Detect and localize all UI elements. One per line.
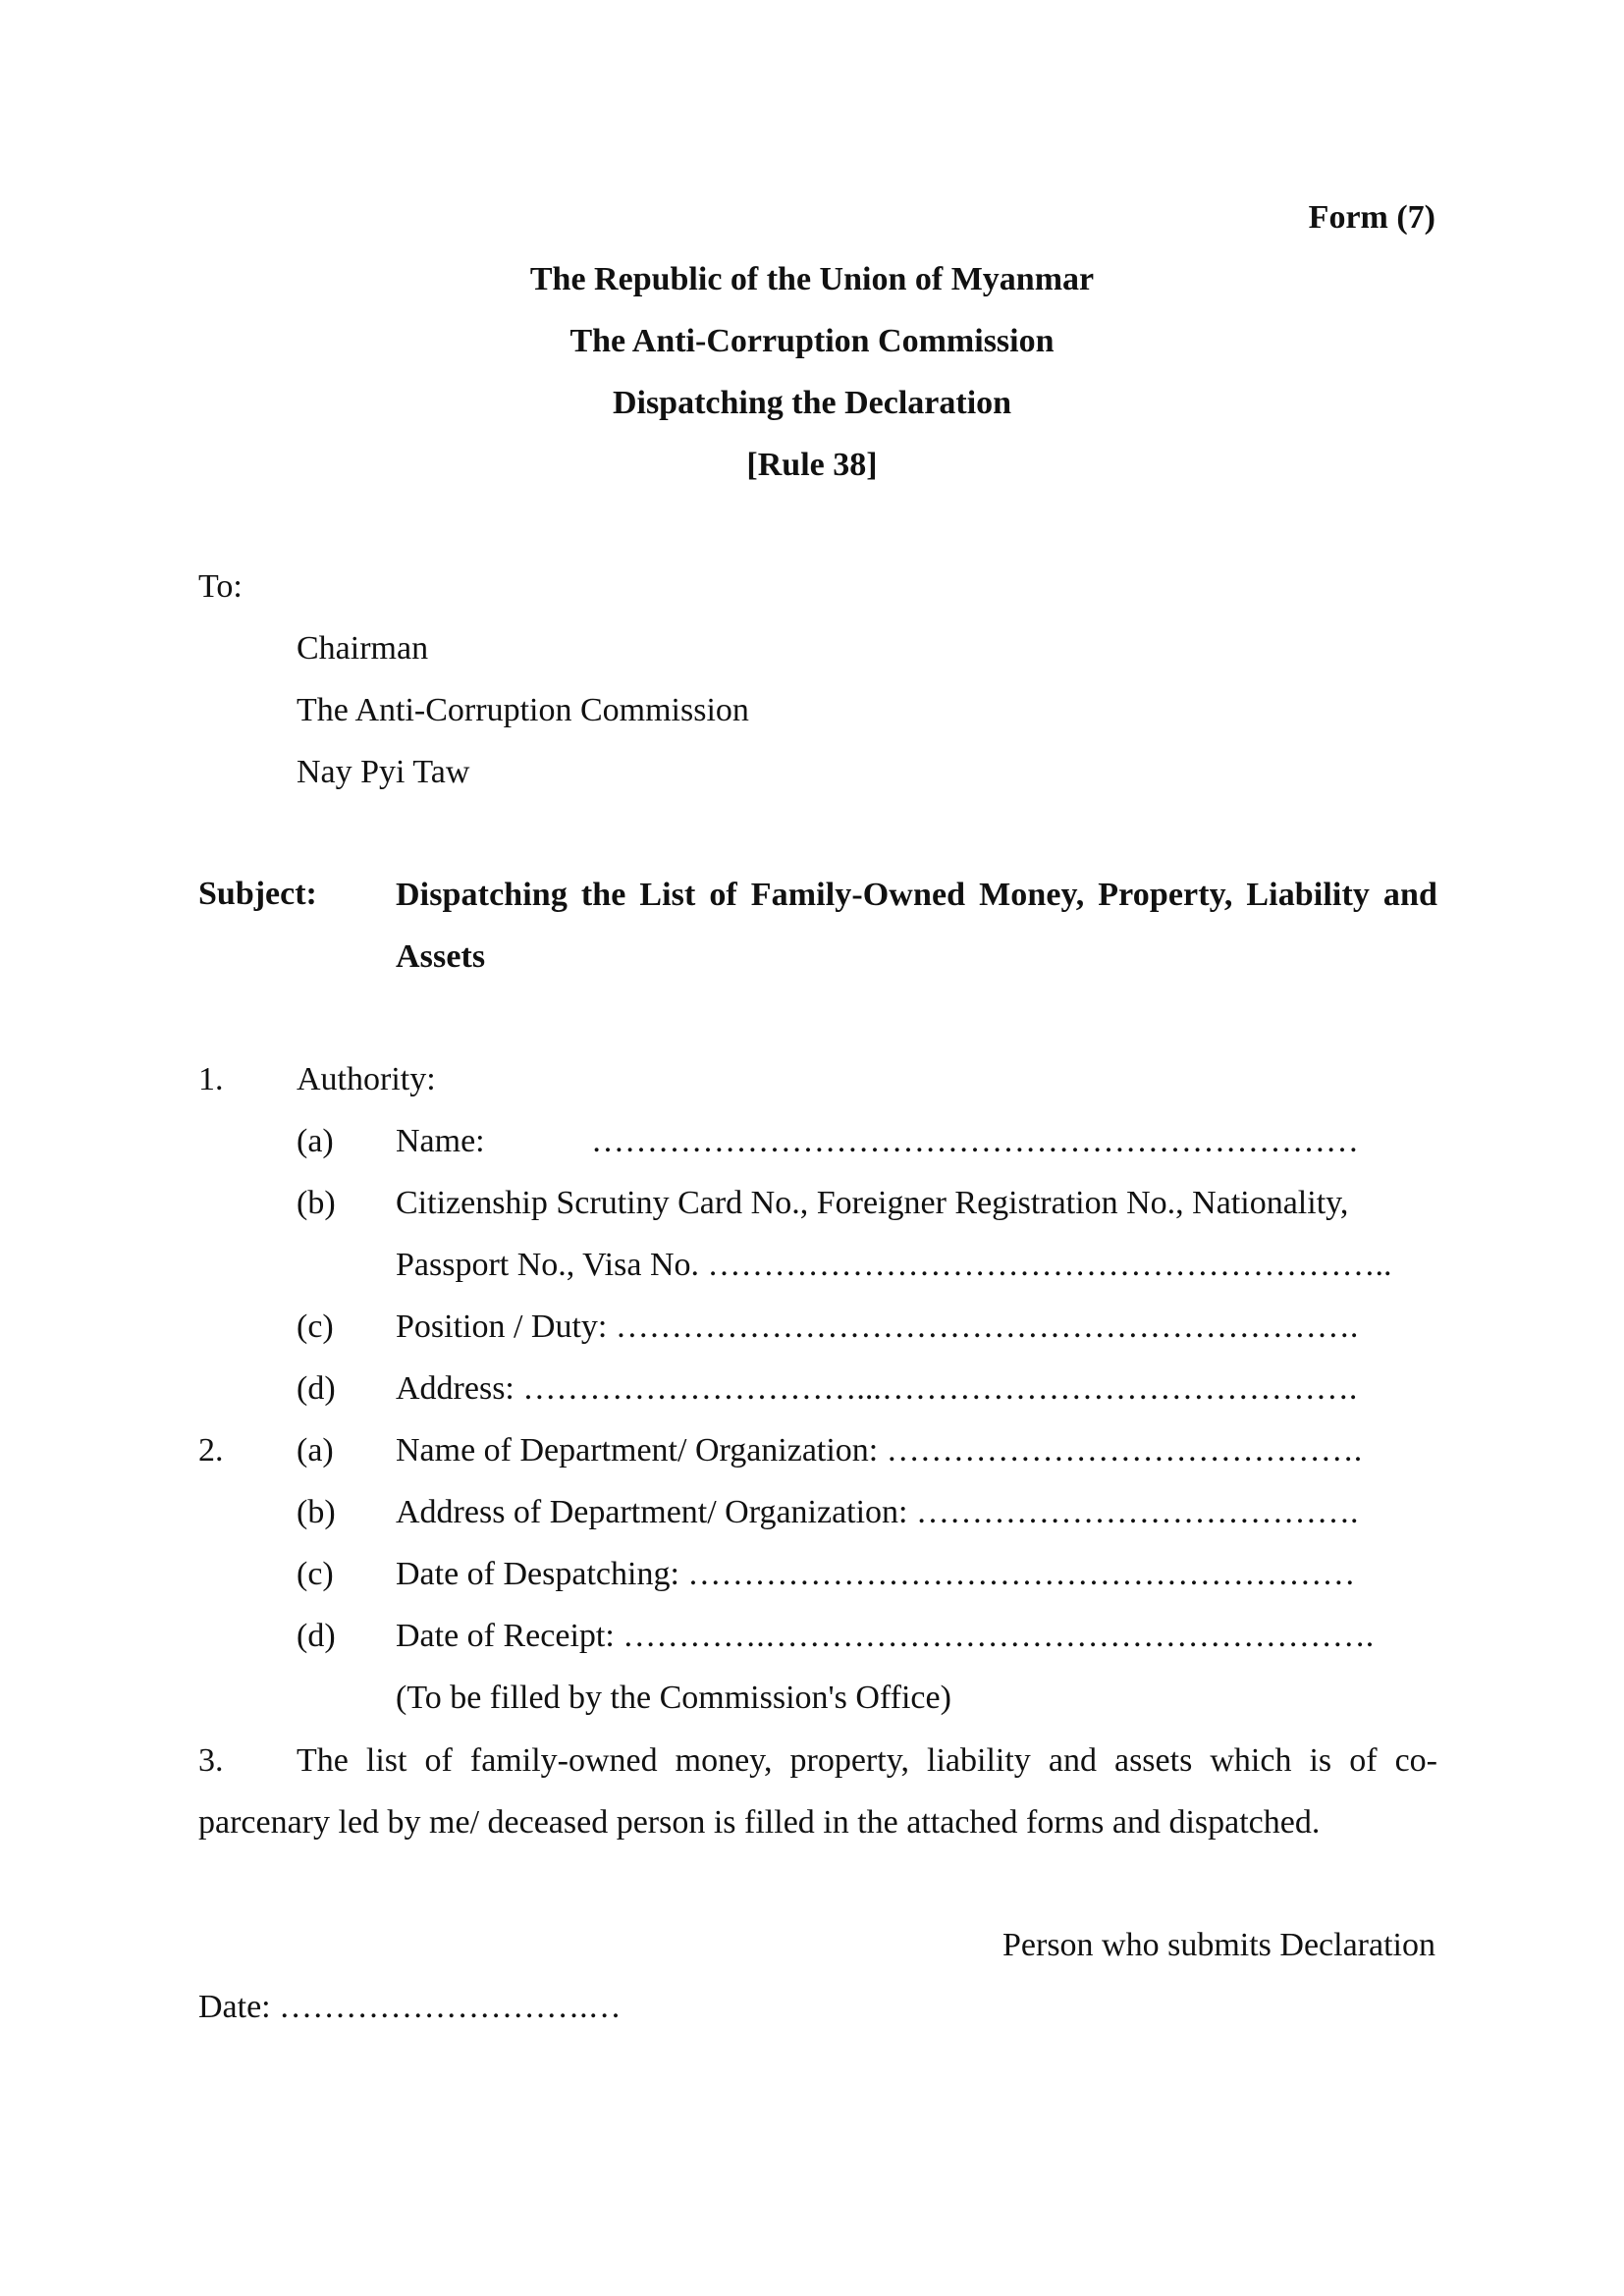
signature-label: Person who submits Declaration <box>1002 1927 1435 1963</box>
form-number: Form (7) <box>1308 199 1435 236</box>
item-2d-letter: (d) <box>297 1618 336 1654</box>
section-3-text: The list of family-owned money, property, liability and assets which is of co-parcenary led by me/ deceased person is filled in the attached forms and dispatched. <box>198 1742 1437 1841</box>
section-3-paragraph <box>198 1730 1437 1853</box>
addressee-line-2: The Anti-Corruption Commission <box>297 692 749 728</box>
item-2b-text: Address of Department/ Organization: …………………………………. <box>396 1494 1359 1530</box>
section-1-title: Authority: <box>297 1061 436 1097</box>
heading-title: Dispatching the Declaration <box>612 385 1012 421</box>
item-1b-text-continued: Passport No., Visa No. …………………………………………………….. <box>396 1247 1392 1283</box>
item-2d-note: (To be filled by the Commission's Office) <box>396 1680 951 1716</box>
section-1-number: 1. <box>198 1061 224 1097</box>
subject-label: Subject: <box>198 876 317 912</box>
item-1c-text: Position / Duty: …………………………………………………………. <box>396 1308 1359 1345</box>
section-2-number: 2. <box>198 1432 224 1468</box>
heading-country: The Republic of the Union of Myanmar <box>529 261 1095 297</box>
item-2d-text: Date of Receipt: ………….………………………………………………. <box>396 1618 1375 1654</box>
to-label: To: <box>198 568 243 605</box>
heading-commission: The Anti-Corruption Commission <box>569 323 1055 359</box>
date-line: Date: ……………………….… <box>198 1989 622 2025</box>
section-3-number: 3. <box>198 1742 224 1779</box>
item-2a-text: Name of Department/ Organization: ……………………………………. <box>396 1432 1363 1468</box>
heading-rule: [Rule 38] <box>746 447 878 483</box>
addressee-line-1: Chairman <box>297 630 429 667</box>
item-2b-letter: (b) <box>297 1494 336 1530</box>
item-1b-text: Citizenship Scrutiny Card No., Foreigner Registration No., Nationality, <box>396 1185 1349 1221</box>
subject-text: Dispatching the List of Family-Owned Money, Property, Liability and Assets <box>396 877 1437 975</box>
item-1c-letter: (c) <box>297 1308 334 1345</box>
item-1a-label: Name: <box>396 1123 485 1159</box>
item-1a-dots: …………………………………………………………… <box>591 1123 1359 1159</box>
item-1a-letter: (a) <box>297 1123 334 1159</box>
item-1d-text: Address: …………………………...……………………………………. <box>396 1370 1358 1407</box>
addressee-line-3: Nay Pyi Taw <box>297 754 470 790</box>
item-2c-letter: (c) <box>297 1556 334 1592</box>
item-1d-letter: (d) <box>297 1370 336 1407</box>
item-2a-letter: (a) <box>297 1432 334 1468</box>
item-2c-text: Date of Despatching: …………………………………………………… <box>396 1556 1356 1592</box>
item-1b-letter: (b) <box>297 1185 336 1221</box>
